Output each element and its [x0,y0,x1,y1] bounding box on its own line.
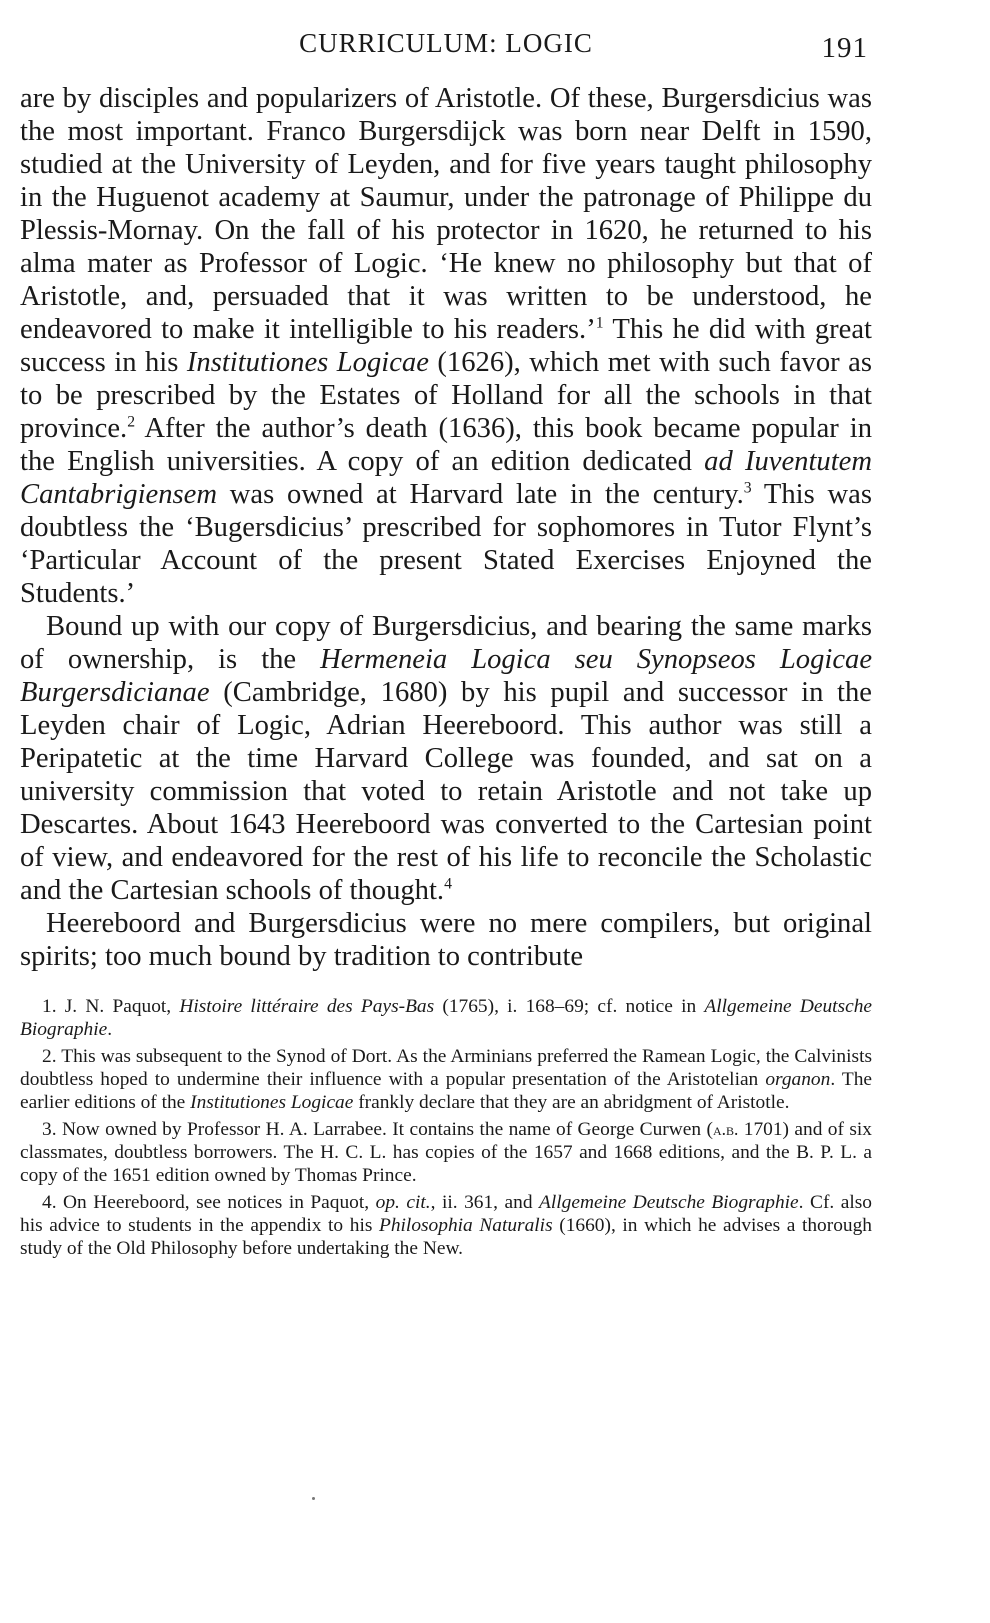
main-text [20,82,872,973]
footnote-2 [20,1045,872,1114]
text-run: , ii. 361, and [430,1192,540,1213]
text-run: frankly declare that they are an abridgment of Aristotle. [353,1092,790,1113]
footnote-number: 1. [42,996,57,1017]
footnote-1 [20,995,872,1041]
text-run: J. N. Paquot, [56,996,180,1017]
paragraph-1 [20,82,872,610]
italic-title: Allgemeine Deutsche Biographie [20,996,872,1040]
degree-abbreviation: a.b. [712,1119,739,1139]
italic-title: Institutiones Logicae [186,347,429,378]
text-run: . The earlier editions of the [20,1069,873,1113]
running-head [20,28,872,72]
footnote-4 [20,1191,872,1260]
text-run: (1660), in which he advises a thorough study of the Old Philosophy before undertaking the New. [20,1215,872,1259]
footnote-number: 3. [42,1119,57,1140]
text-run: This was subsequent to the Synod of Dort. As the Arminians preferred the Ramean Logic, the Calvinists doubtless hoped to undermine their influence with a popular presentation of the Aristotelian [20,1046,872,1090]
italic-title: Philosophia Naturalis [379,1215,553,1236]
text-run: was owned at Harvard late in the century. [216,479,744,510]
book-page [20,28,872,1264]
page-number: 191 [821,32,868,64]
italic-title: Histoire littéraire des Pays-Bas [179,996,435,1017]
footnote-ref-4: 4 [444,875,452,893]
text-run: (1765), i. 168–69; cf. notice in [434,996,705,1017]
footnote-number: 4. [42,1192,57,1213]
text-run: Now owned by Professor H. A. Larrabee. It contains the name of George Curwen ( [56,1119,713,1140]
paragraph-2 [20,610,872,907]
italic-title: ad Iuventutem Cantabrigiensem [20,446,872,510]
text-run: . Cf. also his advice to students in the appendix to his [20,1192,872,1236]
text-run: (1626), which met with such favor as to be prescribed by the Estates of Holland for all the schools in that province. [20,347,872,444]
text-run: On Heereboord, see notices in Paquot, [56,1192,376,1213]
footnote-3 [20,1118,872,1187]
italic-title: Hermeneia Logica seu Synopseos Logicae Burgersdicianae [20,644,873,708]
footnotes [20,995,872,1260]
italic-title: Institutiones Logicae [190,1092,354,1113]
text-run: Bound up with our copy of Burgersdicius, and bearing the same marks of ownership, is the [20,611,872,675]
text-run: 1701) and of six classmates, doubtless borrowers. The H. C. L. has copies of the 1657 and 1668 editions, and the B. P. L. a copy of the 1651 edition owned by Thomas Prince. [20,1119,872,1186]
footnote-ref-1: 1 [595,314,604,332]
text-run: This he did with great success in his [20,314,872,378]
footnote-ref-3: 3 [743,479,752,497]
chapter-title: CURRICULUM: LOGIC [299,28,593,58]
text-run: After the author’s death (1636), this book became popular in the English universities. A copy of an edition dedicated [20,413,872,477]
text-run: (Cambridge, 1680) by his pupil and successor in the Leyden chair of Logic, Adrian Heereboord. This author was still a Peripatetic at the time Harvard College was founded, and sat on a university commission that voted to retain Aristotle and not take up Descartes. About 1643 Heereboord was converted to the Cartesian point of view, and endeavored for the rest of his life to reconcile the Scholastic and the Cartesian schools of thought. [20,677,872,906]
footnote-ref-2: 2 [127,413,136,431]
italic-term: op. cit. [375,1192,431,1213]
italic-title: Allgemeine Deutsche Biographie [539,1192,799,1213]
text-run: are by disciples and popularizers of Aristotle. Of these, Burgersdicius was the most important. Franco Burgersdijck was born near Delft in 1590, studied at the University of Leyden, and for five years taught philosophy in the Huguenot academy at Saumur, under the patronage of Philippe du Plessis-Mornay. On the fall of his protector in 1620, he returned to his alma mater as Professor of Logic. ‘He knew no philosophy but that of Aristotle, and, persuaded that it was written to be understood, he endeavored to make it intelligible to his readers.’ [20,83,872,345]
paragraph-3 [20,907,872,973]
text-run: . [107,1019,113,1040]
italic-term: organon [765,1069,831,1090]
paper-speck [312,1497,315,1500]
text-run: Heereboord and Burgersdicius were no mere compilers, but original spirits; too much bound by tradition to contribute [20,908,872,972]
text-run: This was doubtless the ‘Bugersdicius’ prescribed for sophomores in Tutor Flynt’s ‘Particular Account of the present Stated Exercises Enjoyned the Students.’ [20,479,872,609]
footnote-number: 2. [42,1046,57,1067]
